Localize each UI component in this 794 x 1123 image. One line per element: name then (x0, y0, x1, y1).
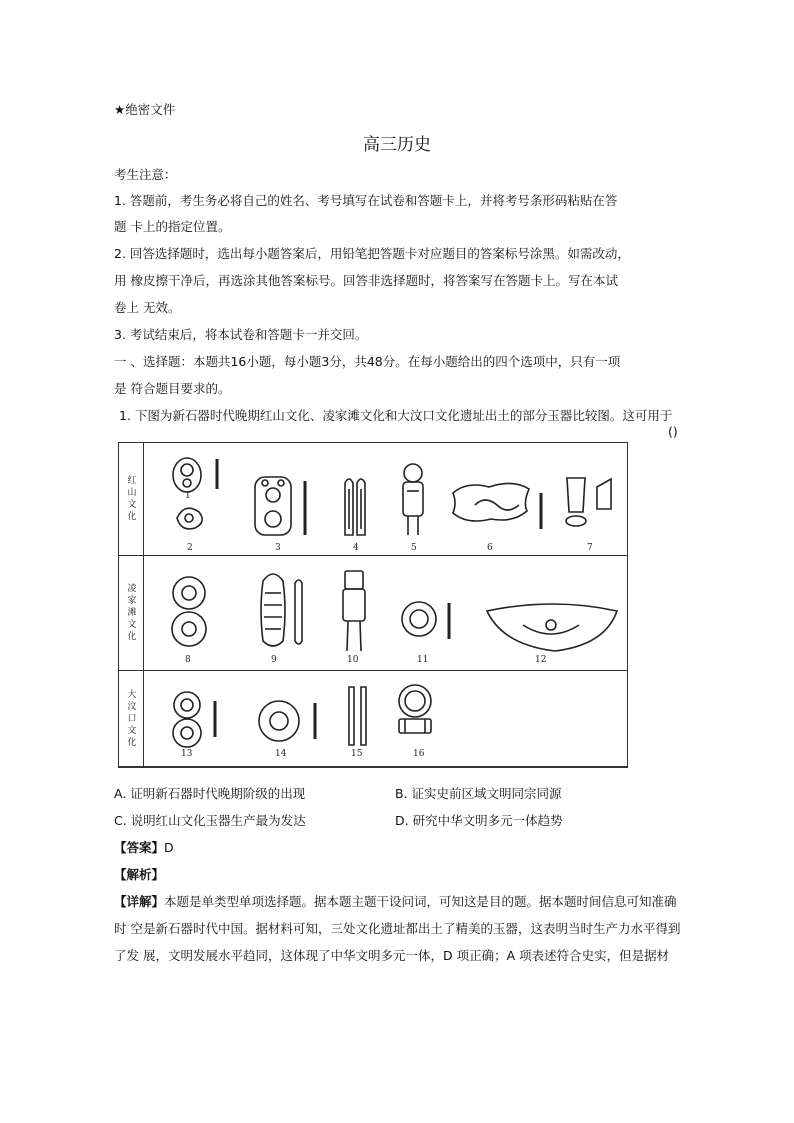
artifact-number-8: 8 (185, 655, 191, 665)
artifact-number-4: 4 (353, 543, 359, 553)
artifact-number-12: 12 (535, 655, 547, 665)
section-line-2: 是 符合题目要求的。 (114, 381, 231, 396)
detail-tag: 【详解】 (114, 894, 165, 909)
notice-item-1-line-2: 题 卡上的指定位置。 (114, 219, 231, 234)
artifact-number-7: 7 (587, 543, 593, 553)
question-stem: 1. 下图为新石器时代晚期红山文化、凌家滩文化和大汶口文化遗址出土的部分玉器比较图。这可用于 (119, 408, 673, 423)
artifact-number-1: 1 (185, 491, 191, 501)
artifact-7-image (566, 478, 611, 526)
notice-item-3: 3. 考试结束后，将本试卷和答题卡一并交回。 (114, 327, 368, 342)
answer-value: D (164, 840, 174, 855)
artifact-number-16: 16 (413, 749, 425, 759)
artifact-2-image (177, 508, 202, 529)
artifact-number-14: 14 (275, 749, 287, 759)
artifact-8-image (172, 577, 206, 646)
notice-item-2-line-1: 2. 回答选择题时，选出每小题答案后，用铅笔把答题卡对应题目的答案标号涂黑。如需改动， (114, 246, 630, 261)
detail-text-1: 本题是单类型单项选择题。据本题主题干设问词，可知这是目的题。据本题时间信息可知准确 (164, 894, 677, 909)
option-b: B. 证实史前区域文明同宗同源 (395, 786, 562, 801)
row-label-text: 凌家滩文化 (125, 583, 136, 643)
artifact-4-image (345, 479, 365, 535)
notice-heading: 考生注意： (114, 167, 177, 182)
artifact-number-3: 3 (275, 543, 281, 553)
artifact-13-image (173, 692, 215, 747)
notice-item-2-line-3: 卷上 无效。 (114, 300, 181, 315)
artifact-9-image (261, 574, 302, 646)
row-label-text: 红山文化 (125, 475, 136, 523)
artifact-number-13: 13 (181, 749, 193, 759)
artifact-15-image (349, 687, 366, 745)
artifact-1-image (173, 458, 217, 492)
row-label-text: 大汶口文化 (125, 688, 136, 749)
detail-line-3: 了发 展，文明发展水平趋同，这体现了中华文明多元一体，D 项正确；A 项表述符合史实，但是据材 (114, 948, 670, 963)
answer-line (114, 839, 174, 857)
notice-item-2-line-2: 用 橡皮擦干净后，再选涂其他答案标号。回答非选择题时，将答案写在答题卡上。写在本试 (114, 273, 618, 288)
jade-figure (118, 442, 628, 768)
artifact-16-image (399, 685, 431, 733)
artifact-5-image (403, 464, 423, 535)
artifact-number-10: 10 (347, 655, 359, 665)
section-line-1: 一 、选择题：本题共16小题，每小题3分，共48分。在每小题给出的四个选项中，只有一项 (114, 354, 621, 369)
analysis-tag-text: 【解析】 (114, 867, 165, 882)
artifact-3-image (255, 477, 305, 535)
detail-line-2: 时 空是新石器时代中国。据材料可知，三处文化遗址都出土了精美的玉器，这表明当时生产力水平得到 (114, 921, 681, 936)
answer-tag: 【答案】 (114, 840, 165, 855)
page-title: 高三历史 (363, 135, 431, 155)
notice-item-1-line-1: 1. 答题前，考生务必将自己的姓名、考号填写在试卷和答题卡上，并将考号条形码粘贴在答 (114, 193, 618, 208)
artifact-number-6: 6 (487, 543, 493, 553)
artifact-10-image (343, 571, 365, 651)
artifact-number-5: 5 (411, 543, 417, 553)
analysis-tag (114, 866, 164, 884)
answer-paren: () (668, 424, 678, 439)
option-a: A. 证明新石器时代晚期阶级的出现 (114, 786, 306, 801)
artifact-14-image (259, 701, 315, 741)
option-c: C. 说明红山文化玉器生产最为发达 (114, 813, 306, 828)
artifact-12-image (487, 604, 617, 651)
artifact-number-2: 2 (187, 543, 193, 553)
option-d: D. 研究中华文明多元一体趋势 (395, 813, 563, 828)
detail-line-1 (114, 893, 677, 911)
artifact-number-9: 9 (271, 655, 277, 665)
artifact-11-image (402, 602, 449, 639)
artifact-drawings (119, 443, 629, 769)
artifact-number-11: 11 (417, 655, 429, 665)
artifact-number-15: 15 (351, 749, 363, 759)
artifact-6-image (453, 483, 541, 529)
secret-mark: ★绝密文件 (114, 102, 176, 117)
